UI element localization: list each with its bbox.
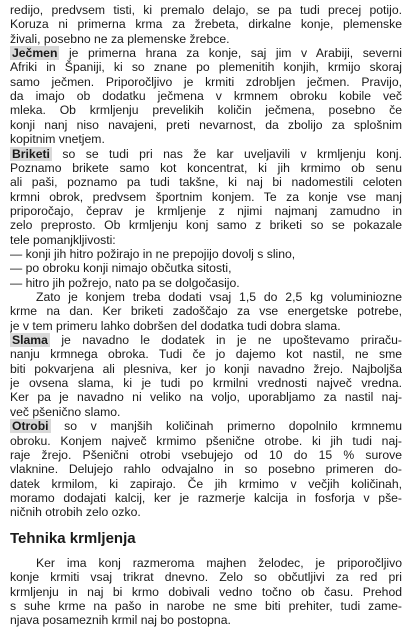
section-heading: Tehnika krmljenja [10, 530, 136, 547]
line-text: biti pokvarjena ali plesniva, ker jo konji navadno žrejo. Najboljša [10, 361, 402, 376]
term-keyword: Slama [12, 333, 48, 348]
text-line [10, 491, 402, 505]
text-line [10, 175, 402, 189]
line-text: datek krmilom, ki zapirajo. Če jih krmimo v večjih količinah, [10, 476, 402, 491]
line-text: Afriki in Španiji, ki so znane po plemenitih konjih, krmijo skoraj [10, 60, 402, 75]
text-line [10, 204, 402, 218]
term-keyword: Ječmen [12, 46, 58, 61]
text-line [10, 103, 402, 117]
line-text: so se tudi pri nas že kar uveljavili v krmljenju konj. [51, 146, 402, 161]
line-text: krmljenju in naj bi krmo dobivali vedno točno ob času. Prehod [10, 584, 402, 599]
line-text: priporočajo, čeprav je krmljenje z njimi najmanj zamudno in [10, 203, 402, 218]
line-text: je primerna hrana za konje, saj jim v Arabiji, severni [59, 46, 402, 61]
line-text: — po obroku konji nimajo občutka sitosti, [10, 261, 232, 276]
text-line [10, 161, 402, 175]
text-line [10, 132, 402, 146]
text-line [10, 362, 402, 376]
line-text: Ker pa je navadno ni veliko na voljo, uporabljamo za nastil naj- [10, 390, 402, 405]
text-line [10, 118, 402, 132]
text-line [10, 599, 402, 613]
line-text: redijo, predvsem tisti, ki premalo delajo, se pa tudi precej potijo. [10, 3, 402, 17]
line-text: samo ječmen. Priporočljivo je krmiti zdrobljen ječmen. Pravijo, [10, 74, 402, 89]
line-text: — konji jih hitro požirajo in ne prepojijo dovolj s slino, [10, 246, 296, 261]
text-line [10, 276, 402, 290]
line-text: s suhe krme na pašo in narobe ne sme biti prehiter, tudi zame- [10, 599, 402, 614]
text-line [10, 304, 402, 318]
text-line [10, 462, 402, 476]
line-text: Ker ima konj razmeroma majhen želodec, je priporočljivo [36, 556, 402, 570]
text-line [10, 585, 402, 599]
line-text: da imajo ob dodatku ječmena v krmnem obroku kobile več [10, 89, 402, 104]
text-line [10, 347, 402, 361]
line-text: njava posameznih krmil naj bo postopna. [10, 613, 231, 628]
line-text: živali, posebno ne za plemenske žrebce. [10, 31, 230, 46]
line-text: krmni obrok, predvsem športnim konjem. Te za konje vse manj [10, 189, 402, 204]
text-line [10, 405, 402, 419]
text-line [10, 333, 402, 347]
line-text: zelo preprosto. Ob krmljenju konj samo z briketi so se pokazale [10, 218, 402, 233]
line-text: vlaknine. Delujejo rahlo odvajalno in so posebno primeren do- [10, 462, 402, 477]
text-line [10, 46, 402, 60]
text-line [10, 319, 402, 333]
text-line [10, 32, 402, 46]
text-line [10, 477, 402, 491]
line-text: raje žrejo. Pšenični otrobi vsebujejo od 10 do 15 % surove [10, 447, 402, 462]
text-line [10, 60, 402, 74]
line-text: je ovsena slama, ki je tudi po krmilni vrednosti največ vredna. [10, 376, 402, 391]
line-text: Zato je konjem treba dodati vsaj 1,5 do 2,5 kg voluminiozne [36, 290, 402, 304]
line-text: kopitnim vnetjem. [10, 132, 105, 147]
text-line [10, 89, 402, 103]
term-keyword: Otrobi [12, 419, 49, 434]
text-line [10, 556, 402, 570]
text-line [10, 218, 402, 232]
text-line [10, 247, 402, 261]
line-text: moramo dodajati kalcij, ker je razmerje kalcija in fosforja v pše- [10, 490, 402, 505]
text-line [10, 505, 402, 519]
line-text: ali paši, poznamo pa tudi takšne, ki naj bi nadomestili celoten [10, 175, 402, 190]
line-text: obroku. Konjem največ krmimo pšenične otrobe. ki jih tudi naj- [10, 433, 402, 448]
text-line [10, 613, 402, 627]
line-text: Poznamo brikete samo kot koncentrat, ki jih krmimo ob senu [10, 160, 402, 175]
line-text: ničnih otrobih zelo ozko. [10, 505, 141, 520]
line-text: nanju krmnega obroka. Tudi če jo dajemo kot nastil, ne sme [10, 347, 402, 362]
line-text: krme na dan. Ker briketi zadoščajo za vse energetske potrebe, [10, 304, 402, 319]
text-line [10, 17, 402, 31]
text-line [10, 434, 402, 448]
line-text: več pšenično slamo. [10, 404, 121, 419]
text-line [10, 376, 402, 390]
text-line [10, 419, 402, 433]
line-text: konje krmiti vsaj trikrat dnevno. Zelo so občutljivi za red pri [10, 570, 402, 585]
line-text: konji nanj niso navajeni, preti nevarnost, da zbolijo za splošnim [10, 117, 402, 132]
text-line [10, 190, 402, 204]
text-line [10, 233, 402, 247]
line-text: je v tem primeru lahko dobršen del dodatka tudi dobra slama. [10, 318, 341, 333]
line-text: — hitro jih požrejo, nato pa se dolgočasijo. [10, 275, 240, 290]
line-text: Koruza ni primerna krma za žrebeta, dirkalne konje, plemenske [10, 17, 402, 32]
line-text: so v manjših količinah primerno dopolnilo krmnemu [50, 419, 402, 434]
line-text: tele pomanjkljivosti: [10, 232, 116, 247]
text-line [10, 147, 402, 161]
text-line [10, 570, 402, 584]
text-line [10, 290, 402, 304]
term-keyword: Briketi [12, 146, 50, 161]
text-line [10, 261, 402, 275]
text-line [10, 3, 402, 17]
line-text: je navadno le dodatek in je ne upoštevamo priraču- [49, 333, 402, 348]
text-line [10, 390, 402, 404]
text-line [10, 75, 402, 89]
line-text: mleka. Ob krmljenju prevelikih količin ječmena, posebno če [10, 103, 402, 118]
text-line [10, 448, 402, 462]
